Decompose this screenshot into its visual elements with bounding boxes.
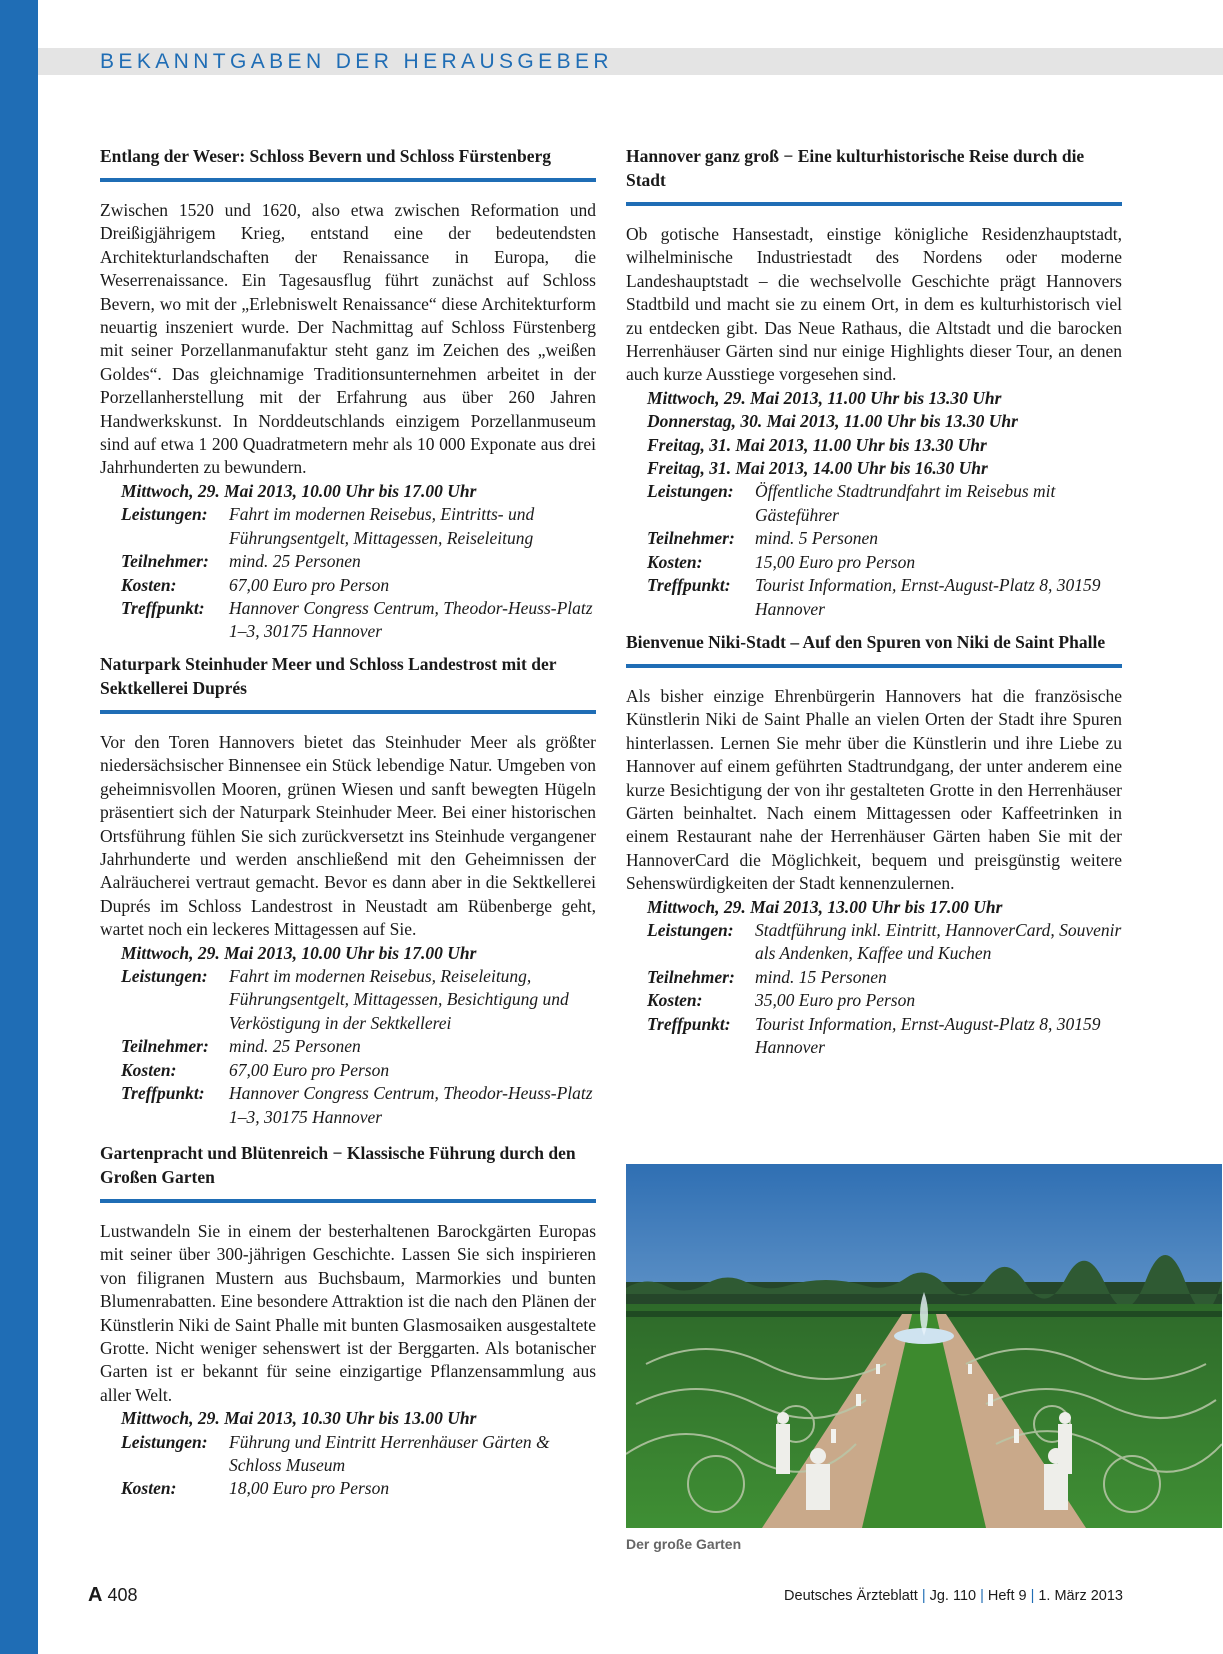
detail-row <box>121 1477 596 1500</box>
detail-label: Treffpunkt: <box>647 1013 731 1034</box>
article-body: Ob gotische Hansestadt, einstige königliche Residenzhauptstadt, wilhelminische Industriestadt des Nordens oder moderne Landeshauptstadt – die wechselvolle Geschichte prägt Hannovers Stadtbild und macht sie zu einem Ort, in dem es kulturhistorisch viel zu entdecken gibt. Das Neue Rathaus, die Altstadt und die barocken Herrenhäuser Gärten sind nur einige Highlights dieser Tour, an denen auch kurze Ausstiege vorgesehen sind. <box>626 224 1122 385</box>
detail-value: Öffentliche Stadtrundfahrt im Reisebus mit Gästeführer <box>755 481 1056 525</box>
event-date: Mittwoch, 29. Mai 2013, 11.00 Uhr bis 13.30 Uhr <box>647 387 1002 408</box>
detail-label: Teilnehmer: <box>121 1036 209 1057</box>
detail-label: Leistungen: <box>121 504 208 525</box>
detail-label: Treffpunkt: <box>121 1083 205 1104</box>
detail-row <box>121 1431 596 1478</box>
article-details <box>100 942 596 1129</box>
article <box>100 144 596 644</box>
article-details <box>626 896 1122 1060</box>
detail-label: Kosten: <box>647 990 703 1011</box>
detail-row <box>121 550 596 573</box>
detail-row <box>121 1082 596 1129</box>
detail-value: mind. 25 Personen <box>229 1036 361 1057</box>
detail-label: Kosten: <box>121 1478 177 1499</box>
detail-label: Leistungen: <box>647 920 734 941</box>
detail-value: Tourist Information, Ernst-August-Platz 8, 30159 Hannover <box>755 575 1101 619</box>
detail-row <box>647 1013 1122 1060</box>
detail-label: Teilnehmer: <box>121 551 209 572</box>
detail-label: Treffpunkt: <box>647 575 731 596</box>
detail-label: Teilnehmer: <box>647 528 735 549</box>
page-letter: A <box>88 1584 103 1606</box>
detail-label: Kosten: <box>647 551 703 572</box>
section-label: BEKANNTGABEN DER HERAUSGEBER <box>100 50 613 73</box>
detail-value: Fahrt im modernen Reisebus, Reiseleitung, Führungsentgelt, Mittagessen, Besichtigung und Verköstigung in der Sektkellerei <box>229 966 569 1033</box>
page-number <box>88 1584 138 1607</box>
article <box>626 630 1122 1060</box>
article <box>626 144 1122 621</box>
detail-value: Stadtführung inkl. Eintritt, HannoverCard, Souvenir als Andenken, Kaffee und Kuchen <box>755 920 1122 964</box>
detail-value: 35,00 Euro pro Person <box>755 990 916 1011</box>
event-date: Freitag, 31. Mai 2013, 14.00 Uhr bis 16.30 Uhr <box>647 458 988 479</box>
detail-value: Führung und Eintritt Herrenhäuser Gärten & Schloss Museum <box>229 1431 550 1476</box>
journal-issue: Heft 9 <box>987 1588 1027 1604</box>
detail-row <box>121 597 596 644</box>
article-body: Als bisher einzige Ehrenbürgerin Hannovers hat die französische Künstlerin Niki de Saint Phalle an vielen Orten der Stadt ihre Spuren hinterlassen. Lernen Sie mehr über die Künstlerin und ihre Liebe zu Hannover auf einem geführten Stadtrundgang, der unter anderem eine kurze Besichtigung der von ihr gestalteten Grotte in den Herrenhäuser Gärten beinhaltet. Nach einem Mittagessen oder Kaffeetrinken in einem Restaurant nahe der Herrenhäuser Gärten haben Sie mit der HannoverCard die Möglichkeit, bequem und preisgünstig weitere Sehenswürdigkeiten der Stadt kennenzulernen. <box>626 686 1122 894</box>
detail-label: Leistungen: <box>647 481 734 502</box>
detail-row <box>121 1059 596 1082</box>
article-details <box>100 480 596 644</box>
event-date: Mittwoch, 29. Mai 2013, 10.30 Uhr bis 13.00 Uhr <box>121 1408 477 1429</box>
article-body: Lustwandeln Sie in einem der besterhaltenen Barockgärten Europas mit seiner über 300-jährigen Geschichte. Lassen Sie sich inspirieren von filigranen Mustern aus Buchsbaum, Marmorkies und bunten Blumenrabatten. Eine besondere Attraktion ist die nach den Plänen der Künstlerin Niki de Saint Phalle mit bunten Glasmosaiken ausgestaltete Grotte. Nicht weniger sehenswert ist der Berggarten. Als botanischer Garten ist er bekannt für seine einzigartige Pflanzensammlung aus aller Welt. <box>100 1221 596 1405</box>
event-date: Mittwoch, 29. Mai 2013, 10.00 Uhr bis 17.00 Uhr <box>121 480 477 501</box>
detail-value: Tourist Information, Ernst-August-Platz 8, 30159 Hannover <box>755 1013 1101 1058</box>
article-details <box>100 1407 596 1501</box>
side-accent-bar <box>0 0 38 1654</box>
article-headline: Gartenpracht und Blütenreich − Klassische Führung durch den Großen Garten <box>100 1141 596 1203</box>
detail-value: Fahrt im modernen Reisebus, Eintritts- und Führungsentgelt, Mittagessen, Reiseleitung <box>229 504 535 548</box>
detail-label: Teilnehmer: <box>647 966 735 987</box>
detail-row <box>121 1035 596 1058</box>
footer-separator: | <box>980 1588 984 1604</box>
garden-photo <box>626 1164 1222 1528</box>
detail-row <box>647 919 1122 966</box>
detail-label: Leistungen: <box>121 1431 208 1452</box>
article-headline: Naturpark Steinhuder Meer und Schloss Landestrost mit der Sektkellerei Duprés <box>100 652 596 714</box>
footer-separator: | <box>921 1588 926 1604</box>
article <box>100 652 596 1129</box>
detail-value: 67,00 Euro pro Person <box>229 1059 390 1080</box>
detail-row <box>647 989 1122 1012</box>
article-headline: Bienvenue Niki-Stadt – Auf den Spuren von Niki de Saint Phalle <box>626 630 1122 668</box>
detail-value: mind. 5 Personen <box>755 528 878 549</box>
page-number-value: 408 <box>107 1585 138 1605</box>
detail-row <box>121 965 596 1035</box>
detail-value: mind. 15 Personen <box>755 966 887 987</box>
photo-caption: Der große Garten <box>626 1536 742 1552</box>
article <box>100 1141 596 1501</box>
detail-value: 18,00 Euro pro Person <box>229 1478 390 1499</box>
detail-row <box>121 503 596 550</box>
footer-separator: | <box>1030 1588 1035 1604</box>
detail-row <box>647 480 1122 527</box>
detail-row <box>647 551 1122 574</box>
detail-label: Treffpunkt: <box>121 597 205 618</box>
detail-label: Leistungen: <box>121 966 208 987</box>
journal-volume: Jg. 110 <box>929 1588 977 1604</box>
article-body: Zwischen 1520 und 1620, also etwa zwischen Reformation und Dreißigjährigem Krieg, entstand eine der bedeutendsten Architekturlandschaften der Renaissance in Europa, die Weserrenaissance. Ein Tagesausflug führt zunächst auf Schloss Bevern, wo mit der „Erlebniswelt Renaissance“ diese Architekturform neuartig inszeniert wurde. Der Nachmittag auf Schloss Fürstenberg mit seiner Porzellanmanufaktur steht ganz im Zeichen des „weißen Goldes“. Das gleichnamige Traditionsunternehmen arbeitet in der Porzellanherstellung mit der Erfahrung aus über 260 Jahren Handwerkskunst. In Norddeutschlands einzigem Porzellanmuseum sind auf etwa 1 200 Quadratmetern mehr als 10 000 Exponate aus drei Jahrhunderten zu bewundern. <box>100 200 596 478</box>
event-date: Mittwoch, 29. Mai 2013, 10.00 Uhr bis 17.00 Uhr <box>121 942 477 963</box>
detail-label: Kosten: <box>121 574 177 595</box>
article-body: Vor den Toren Hannovers bietet das Steinhuder Meer als größter niedersächsischer Binnensee ein Stück lebendige Natur. Umgeben von geheimnisvollen Mooren, grünen Wiesen und sanft bewegten Hügeln präsentiert sich der Naturpark Steinhuder Meer. Bei einer historischen Ortsführung fühlen Sie sich zurückversetzt ins Steinhude vergangener Jahrhunderte und werden anschließend mit den Geheimnissen der Aalräucherei vertraut gemacht. Bevor es dann aber in die Sektkellerei Duprés im Schloss Landestrost in Neustadt am Rübenberge geht, wartet noch ein leckeres Mittagessen auf Sie. <box>100 732 596 940</box>
detail-value: 15,00 Euro pro Person <box>755 551 916 572</box>
detail-value: 67,00 Euro pro Person <box>229 574 390 595</box>
detail-value: mind. 25 Personen <box>229 551 361 572</box>
article-details <box>626 387 1122 621</box>
event-date: Donnerstag, 30. Mai 2013, 11.00 Uhr bis 13.30 Uhr <box>647 411 1018 432</box>
detail-row <box>121 574 596 597</box>
detail-value: Hannover Congress Centrum, Theodor-Heuss-Platz 1–3, 30175 Hannover <box>229 1083 593 1127</box>
detail-label: Kosten: <box>121 1059 177 1080</box>
event-date: Mittwoch, 29. Mai 2013, 13.00 Uhr bis 17.00 Uhr <box>647 896 1003 917</box>
detail-row <box>647 966 1122 989</box>
journal-name: Deutsches Ärzteblatt <box>784 1588 918 1604</box>
event-date: Freitag, 31. Mai 2013, 11.00 Uhr bis 13.30 Uhr <box>647 434 987 455</box>
detail-row <box>647 527 1122 550</box>
article-headline: Entlang der Weser: Schloss Bevern und Schloss Fürstenberg <box>100 144 596 182</box>
journal-date: 1. März 2013 <box>1038 1588 1123 1604</box>
article-headline: Hannover ganz groß − Eine kulturhistorische Reise durch die Stadt <box>626 144 1122 206</box>
detail-value: Hannover Congress Centrum, Theodor-Heuss-Platz 1–3, 30175 Hannover <box>229 597 593 642</box>
detail-row <box>647 574 1122 621</box>
journal-footer <box>784 1588 1123 1604</box>
